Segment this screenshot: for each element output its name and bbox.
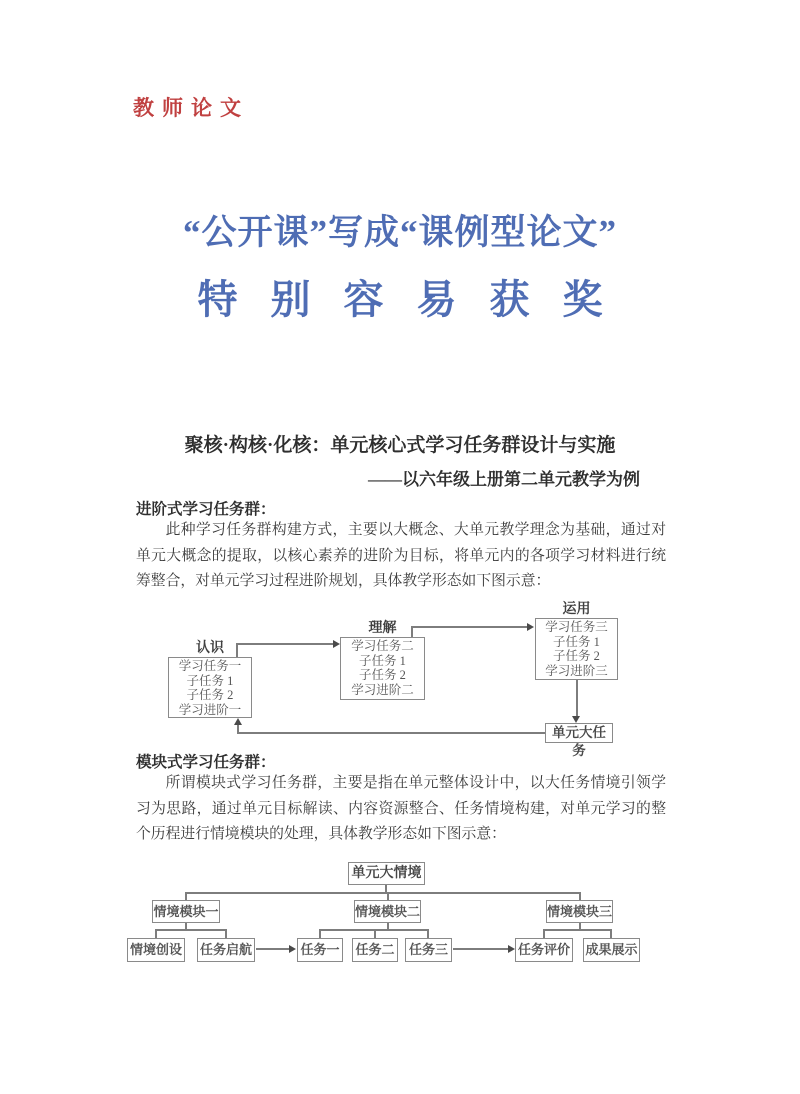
- connector-line: [256, 948, 290, 950]
- connector-line: [411, 627, 413, 637]
- banner-title-line1: “公开课”写成“课例型论文”: [182, 213, 617, 252]
- connector-line: [237, 732, 545, 734]
- article-title: 聚核·构核·化核：单元核心式学习任务群设计与实施: [184, 435, 616, 456]
- context-module-3-box: 情境模块三: [546, 900, 613, 923]
- connector-line: [543, 929, 545, 938]
- context-module-1-box: 情境模块一: [152, 900, 220, 923]
- connector-line: [185, 892, 581, 894]
- stage-line: 子任务 1: [359, 653, 406, 668]
- arrow-head: [508, 945, 515, 953]
- stage-line: 学习任务三: [545, 620, 608, 634]
- stage-box-understand: [340, 637, 425, 700]
- connector-line: [319, 929, 321, 938]
- connector-line: [543, 929, 612, 931]
- context-module-2-box: 情境模块二: [354, 900, 421, 923]
- connector-line: [576, 680, 578, 716]
- connector-line: [411, 626, 527, 628]
- connector-line: [453, 948, 509, 950]
- arrow-head: [572, 716, 580, 723]
- leaf-task-2: 任务二: [352, 938, 398, 962]
- arrow-head: [234, 718, 242, 725]
- arrow-head: [527, 623, 534, 631]
- connector-line: [236, 643, 333, 645]
- leaf-task-evaluation: 任务评价: [515, 938, 573, 962]
- stage-label-understand: 理解: [368, 621, 397, 636]
- article-subtitle: ——以六年级上册第二单元教学为例: [368, 470, 640, 489]
- stage-line: 子任务 1: [186, 673, 234, 688]
- connector-line: [237, 725, 239, 734]
- connector-line: [579, 892, 581, 900]
- unit-big-context-box: 单元大情境: [348, 862, 425, 885]
- stage-line: 学习进阶二: [351, 683, 414, 698]
- connector-line: [225, 929, 227, 938]
- connector-line: [374, 929, 376, 938]
- arrow-head: [289, 945, 296, 953]
- stage-line: 子任务 2: [359, 668, 406, 683]
- section-body-progressive: 此种学习任务群构建方式，主要以大概念、大单元教学理念为基础，通过对单元大概念的提取，以核心素养的进阶为目标，将单元内的各项学习材料进行统筹整合，对单元学习过程进阶规划，具体教学形态如下图示意：: [136, 522, 666, 589]
- corner-label: 教师论文: [133, 96, 249, 120]
- stage-label-recognize: 认识: [196, 641, 224, 656]
- leaf-result-show: 成果展示: [583, 938, 640, 962]
- leaf-context-creation: 情境创设: [127, 938, 185, 962]
- stage-line: 学习任务一: [178, 659, 242, 673]
- section-heading-progressive: 进阶式学习任务群：: [136, 501, 276, 518]
- arrow-head: [333, 640, 340, 648]
- stage-label-apply: 运用: [562, 602, 591, 617]
- leaf-task-3: 任务三: [405, 938, 452, 962]
- stage-line: 学习进阶一: [178, 703, 242, 718]
- connector-line: [427, 929, 429, 938]
- connector-line: [155, 929, 157, 938]
- connector-line: [155, 929, 227, 931]
- stage-box-recognize: [168, 657, 252, 718]
- leaf-task-launch: 任务启航: [197, 938, 255, 962]
- stage-line: 学习进阶三: [545, 664, 608, 679]
- stage-line: 子任务 2: [553, 649, 600, 664]
- connector-line: [236, 644, 238, 657]
- connector-line: [185, 892, 187, 900]
- section-heading-modular: 模块式学习任务群：: [136, 754, 276, 771]
- banner-title-line2: 特别容易获奖: [197, 277, 636, 322]
- connector-line: [610, 929, 612, 938]
- unit-big-task-box: 单元大任务: [545, 723, 613, 743]
- stage-line: 子任务 2: [186, 688, 234, 703]
- stage-line: 学习任务二: [351, 639, 414, 653]
- section-body-modular: 所谓模块式学习任务群，主要是指在单元整体设计中，以大任务情境引领学习为思路，通过单元目标解读、内容资源整合、任务情境构建，对单元学习的整个历程进行情境模块的处理，具体教学形态如下图示意：: [136, 775, 666, 842]
- stage-box-apply: [535, 618, 618, 680]
- stage-line: 子任务 1: [553, 634, 600, 649]
- leaf-task-1: 任务一: [297, 938, 343, 962]
- connector-line: [387, 892, 389, 900]
